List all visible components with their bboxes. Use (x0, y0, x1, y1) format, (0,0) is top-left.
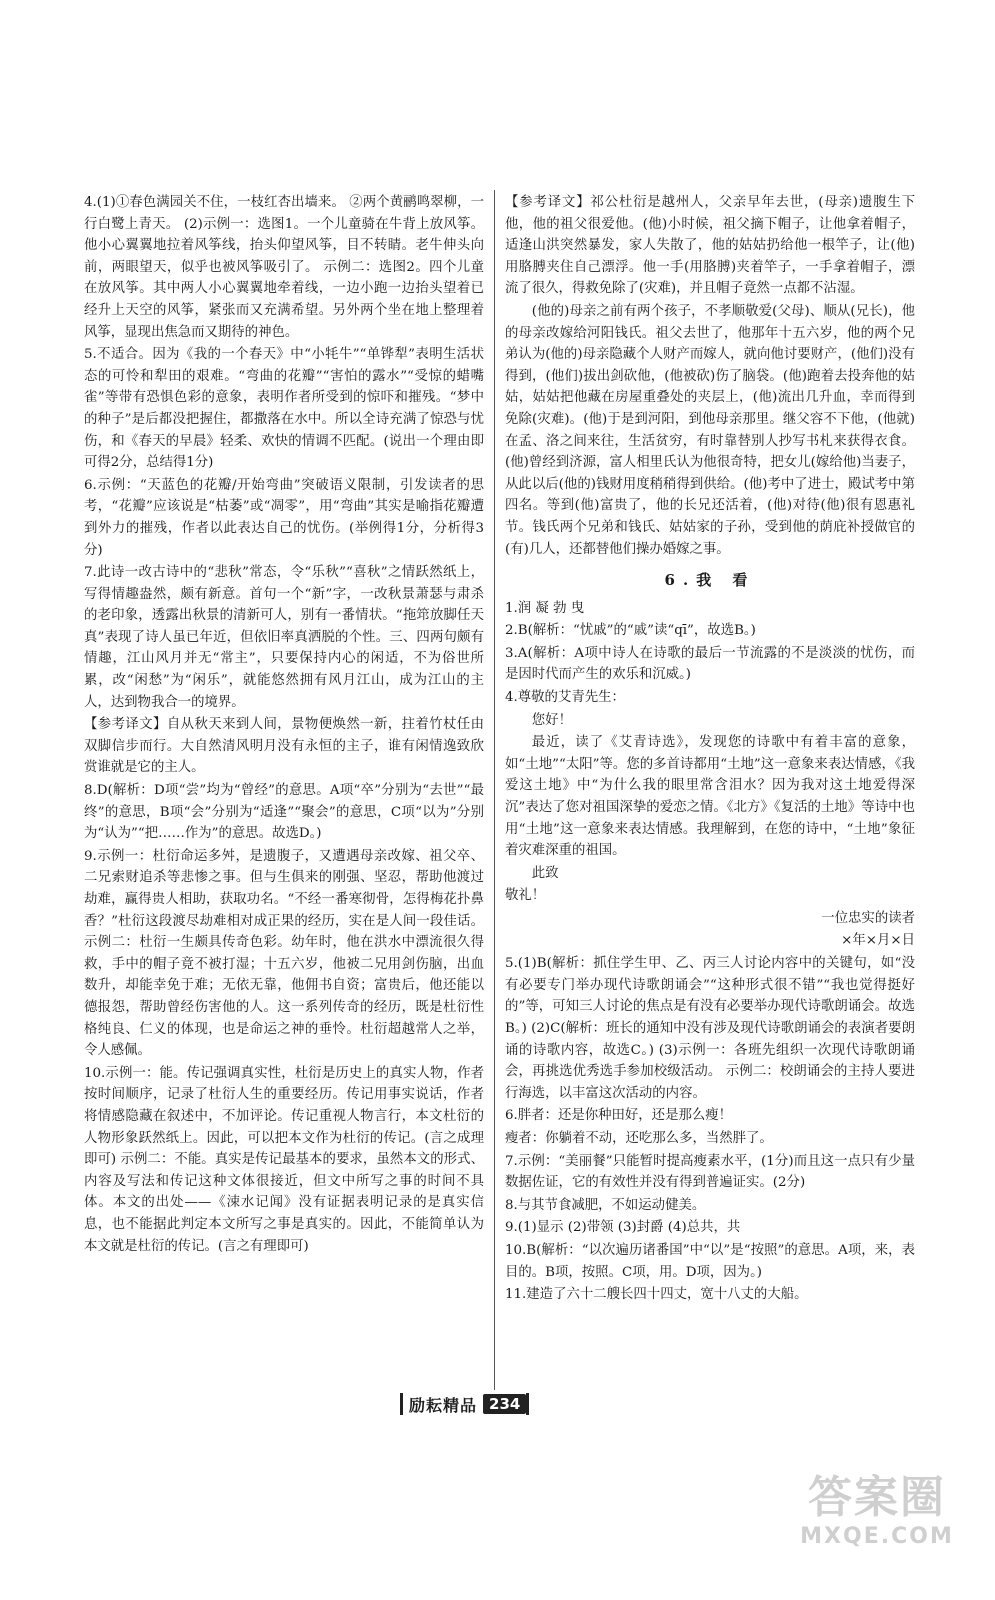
page-footer (400, 1392, 529, 1416)
answer-paragraph: 您好！ (531, 712, 572, 728)
answer-paragraph: 11.建造了六十二艘长四十四丈，宽十八丈的大船。 (505, 1287, 808, 1303)
answer-paragraph: 6.胖者：还是你种田好，还是那么瘦！ (505, 1108, 733, 1124)
answer-paragraph: 8.D(解析：D项“尝”均为“曾经”的意思。A项“卒”分别为“去世”“最终”的意思，B项“会”分别为“适逢”“聚会”的意思，C项“以为”分别为“认为”“把……作为”的意思。故选D。) (84, 783, 484, 842)
answer-paragraph: 4.(1)①春色满园关不住，一枝红杏出墙来。 ②两个黄鹂鸣翠柳，一行白鹭上青天。 (2)示例一：选图1。一个儿童骑在牛背上放风筝。他小心翼翼地拉着风筝线，抬头仰望风筝，目不转睛。老牛伸头向前，两眼望天，似乎也被风筝吸引了。 示例二：选图2。四个儿童在放风筝。其中两人小心翼翼地牵着线，一边小跑一边抬头望着已经升上天空的风筝，紧张而又充满希望。另外两个坐在地上整理着风筝，显现出焦急而又期待的神色。 (84, 195, 484, 340)
answer-paragraph: 9.(1)显示 (2)带领 (3)封爵 (4)总共，共 (505, 1220, 741, 1236)
watermark-text-main: 答案圈 (808, 1472, 946, 1523)
answer-paragraph: 敬礼！ (505, 888, 546, 904)
answer-paragraph: (他的)母亲之前有两个孩子，不孝顺敬爱(父母)、顺从(兄长)，他的母亲改嫁给河阳钱氏。祖父去世了，他那年十五六岁，他的两个兄弟认为(他的)母亲隐藏个人财产而嫁人，就向他讨要财产，(他们)没有得到，(他们)拔出剑砍他，(他被砍)伤了脑袋。(他)跑着去投奔他的姑姑，姑姑把他藏在房屋重叠处的夹层上，(他)流出几升血，幸而得到免除(灾难)。(他)于是到河阳，到他母亲那里。继父容不下他，(他就)在孟、洛之间来往，生活贫穷，有时靠替别人抄写书札来获得衣食。(他)曾经到济源，富人相里氏认为他很奇特，把女儿(嫁给他)当妻子，从此以后(他的)钱财用度稍稍得到供给。(他)考中了进士，殿试考中第四名。等到(他)富贵了，他的长兄还活着，(他)对待(他)很有恩惠礼节。钱氏两个兄弟和钱氏、姑姑家的子孙，受到他的荫庇补授做官的(有)几人，还都替他们操办婚嫁之事。 (505, 303, 915, 557)
section-title: 6.我 看 (664, 571, 756, 590)
answer-paragraph: 【参考译文】祁公杜衍是越州人，父亲早年去世，(母亲)遗腹生下他，他的祖父很爱他。(他)小时候，祖父摘下帽子，让他拿着帽子，适逢山洪突然暴发，家人失散了，他的姑姑扔给他一根竿子，让(他)用胳膊夹住自己漂浮。他一手(用胳膊)夹着竿子，一手拿着帽子，漂流了很久，得救免除了(灾难)，并且帽子竟然一点都不沾湿。 (505, 195, 915, 297)
watermark-text-url: MXQE.COM (800, 1524, 954, 1549)
answer-paragraph: 5.(1)B(解析：抓住学生甲、乙、丙三人讨论内容中的关键句，如“没有必要专门举办现代诗歌朗诵会”“这种形式很不错”“我也觉得挺好的”等，可知三人讨论的焦点是有没有必要举办现代诗歌朗诵会。故选B。) (2)C(解析：班长的通知中没有涉及现代诗歌朗诵会的表演者要朗诵的诗歌内容，故选C。) (3)示例一：各班先组织一次现代诗歌朗诵会，再挑选优秀选手参加校级活动。 示例二：校朗诵会的主持人要进行海选，以丰富这次活动的内容。 (505, 956, 915, 1101)
footer-brand: 励耘精品 (409, 1395, 478, 1415)
page-number: 234 (483, 1394, 526, 1414)
answer-paragraph: 5.不适合。因为《我的一个春天》中“小牦牛”“单铧犁”表明生活状态的可怜和犁田的艰难。“弯曲的花瓣”“害怕的露水”“受惊的蜡嘴雀”等带有恐惧色彩的意象，表明作者所受到的惊吓和摧残。“梦中的种子”是后都没把握住，都撒落在水中。所以全诗充满了惊恐与忧伤，和《春天的早晨》轻柔、欢快的情调不匹配。(说出一个理由即可得2分，总结得1分) (84, 347, 484, 471)
letter-signature: 一位忠实的读者 (821, 911, 915, 926)
answer-paragraph: 1.润 凝 勃 曳 (505, 600, 585, 616)
footer-bar-right (526, 1393, 529, 1415)
right-column (505, 192, 915, 1307)
watermark-logo (777, 1472, 977, 1560)
left-column (84, 192, 484, 1258)
answer-paragraph: 最近，读了《艾青诗选》，发现您的诗歌中有着丰富的意象，如“土地”“太阳”等。您的多首诗都用“土地”这一意象来表达情感，《我爱这土地》中“为什么我的眼里常含泪水？因为我对这土地爱得深沉”表达了您对祖国深挚的爱恋之情。《北方》《复活的土地》等诗中也用“土地”这一意象来表达情感。我理解到，在您的诗中，“土地”象征着灾难深重的祖国。 (505, 735, 915, 859)
answer-paragraph: 10.示例一：能。传记强调真实性，杜衍是历史上的真实人物，作者按时间顺序，记录了杜衍人生的重要经历。传记用事实说话，作者将情感隐藏在叙述中，不加评论。传记重视人物言行，本文杜衍的人物形象跃然纸上。因此，可以把本文作为杜衍的传记。(言之成理即可) 示例二：不能。真实是传记最基本的要求，虽然本文的形式、内容及写法和传记这种文体很接近，但文中所写之事的时间不具体。本文的出处——《涑水记闻》没有证据表明记录的是真实信息，也不能据此判定本文所写之事是真实的。因此，不能简单认为本文就是杜衍的传记。(言之有理即可) (84, 1065, 484, 1254)
answer-paragraph: 6.示例：“天蓝色的花瓣/开始弯曲”突破语义限制，引发读者的思考，“花瓣”应该说是“枯萎”或“凋零”，用“弯曲”其实是喻指花瓣遭到外力的摧残，作者以此表达自己的忧伤。(举例得1分，分析得3分) (84, 477, 484, 558)
answer-paragraph: 4.尊敬的艾青先生： (505, 690, 625, 706)
answer-paragraph: 7.示例：“美丽餐”只能暂时提高瘦素水平，(1分)而且这一点只有少量数据佐证，它的有效性并没有得到普遍证实。(2分) (505, 1153, 915, 1191)
answer-paragraph: 3.A(解析：A项中诗人在诗歌的最后一节流露的不是淡淡的忧伤，而是因时代而产生的欢乐和沉威。) (505, 645, 915, 683)
answer-paragraph: 8.与其节食减肥，不如运动健美。 (505, 1197, 706, 1213)
letter-date: ×年×月×日 (841, 932, 915, 948)
answer-paragraph: 10.B(解析：“以次遍历诸番国”中“以”是“按照”的意思。A项，来，表目的。B项，按照。C项，用。D项，因为。) (505, 1242, 915, 1280)
column-divider (494, 190, 495, 1390)
answer-paragraph: 瘦者：你躺着不动，还吃那么多，当然胖了。 (505, 1130, 773, 1146)
answer-paragraph: 9.示例一：杜衍命运多舛，是遗腹子，又遭遇母亲改嫁、祖父卒、二兄索财追杀等悲惨之事。但与生俱来的刚强、坚忍，帮助他渡过劫难，赢得贵人相助，获取功名。“不经一番寒彻骨，怎得梅花扑鼻香？”杜衍这段渡尽劫难相对成正果的经历，实在是人间一段佳话。 示例二：杜衍一生颇具传奇色彩。幼年时，他在洪水中漂流很久得救，手中的帽子竟不被打湿；十五六岁，他被二兄用剑伤脑，出血数升，却能幸免于难；无依无靠，他佣书自资；富贵后，他还能以德报怨，帮助曾经伤害他的人。这一系列传奇的经历，既是杜衍性格纯良、仁义的体现，也是命运之神的垂怜。杜衍超越常人之举，令人感佩。 (84, 848, 484, 1059)
answer-paragraph: 7.此诗一改古诗中的“悲秋”常态，令“乐秋”“喜秋”之情跃然纸上，写得情趣盎然，颇有新意。首句一个“新”字，一改秋景萧瑟与肃杀的老印象，透露出秋景的清新可人，别有一番情状。“拖筇放脚任天真”表现了诗人虽已年近，但依旧率真洒脱的个性。三、四两句颇有情趣，江山风月并无“常主”，只要保持内心的闲适，不为俗世所累，改“闲愁”为“闲乐”，就能悠然拥有风月江山，成为江山的主人，达到物我合一的境界。 (84, 565, 484, 710)
answer-paragraph: 2.B(解析：“忧戚”的“戚”读“qī”，故选B。) (505, 623, 756, 639)
answer-paragraph: 此致 (531, 865, 559, 881)
answer-paragraph: 【参考译文】自从秋天来到人间，景物便焕然一新，拄着竹杖任由双脚信步而行。大自然清风明月没有永恒的主子，谁有闲情逸致欣赏谁就是它的主人。 (84, 717, 484, 776)
